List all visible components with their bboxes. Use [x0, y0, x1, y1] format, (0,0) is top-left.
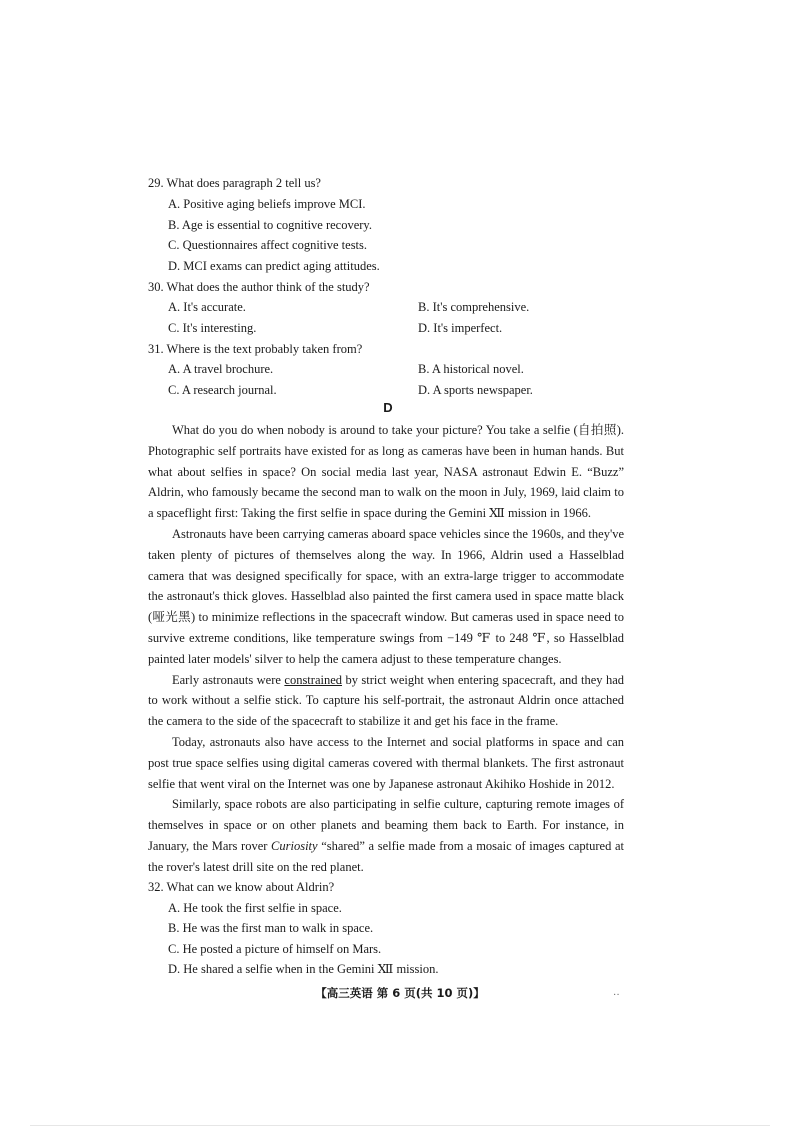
scan-mark: ··: [613, 990, 620, 1001]
q31-option-a: A. A travel brochure.: [168, 362, 274, 376]
paragraph-3-text-start: Early astronauts were: [172, 672, 285, 687]
reading-passage: [148, 420, 624, 878]
passage-paragraph-2: Astronauts have been carrying cameras aboard space vehicles since the 1960s, and they've taken plenty of pictures of themselves along the way. In 1966, Aldrin used a Hasselblad camera that was designed specifically for space, with an extra-large trigger to accommodate the astronaut's thick gloves. Hasselblad also painted the first camera used in space matte black (哑光黑) to minimize reflections in the spacecraft window. But cameras used in space need to survive extreme conditions, like temperature swings from −149 ℉ to 248 ℉, so Hasselblad painted later models' silver to help the camera adjust to these temperature changes.: [148, 526, 624, 666]
passage-paragraph-4: Today, astronauts also have access to the Internet and social platforms in space and can post true space selfies using digital cameras covered with thermal blankets. The first astronaut selfie that went viral on the Internet was one by Japanese astronaut Akihiko Hoshide in 2012.: [148, 734, 624, 791]
q32-stem: 32. What can we know about Aldrin?: [148, 880, 335, 894]
q31-option-c: C. A research journal.: [168, 383, 277, 397]
q29-option-a: A. Positive aging beliefs improve MCI.: [168, 197, 366, 211]
underlined-word: constrained: [284, 672, 343, 687]
q32-option-c: C. He posted a picture of himself on Mars.: [168, 942, 382, 956]
q29-option-c: C. Questionnaires affect cognitive tests.: [168, 238, 368, 252]
q29-stem: 29. What does paragraph 2 tell us?: [148, 176, 321, 190]
q32-option-a: A. He took the first selfie in space.: [168, 901, 342, 915]
q30-option-d: D. It's imperfect.: [418, 321, 503, 335]
q32-option-b: B. He was the first man to walk in space.: [168, 921, 374, 935]
scan-edge-divider: [30, 1125, 770, 1126]
q32-option-d: D. He shared a selfie when in the Gemini Ⅻ mission.: [168, 962, 439, 976]
paragraph-3-text-end: by strict weight when entering spacecraft, and they had to work without a selfie stick. To capture his self-portrait, the astronaut Aldrin once attached the camera to the side of the spacecraft to stabilize it and get his face in the frame.: [148, 672, 624, 729]
q30-option-c: C. It's interesting.: [168, 321, 257, 335]
rover-name: Curiosity: [271, 838, 318, 853]
q30-stem: 30. What does the author think of the study?: [148, 280, 370, 294]
q29-option-d: D. MCI exams can predict aging attitudes.: [168, 259, 380, 273]
q31-stem: 31. Where is the text probably taken from?: [148, 342, 363, 356]
section-heading: D: [383, 400, 393, 415]
passage-paragraph-3: [148, 670, 624, 732]
passage-paragraph-5: [148, 794, 624, 877]
passage-paragraph-1: What do you do when nobody is around to take your picture? You take a selfie (自拍照). Photographic self portraits have existed for as long as cameras have been in human hands. But what about selfies in space? On social media last year, NASA astronaut Edwin E. “Buzz” Aldrin, who famously became the second man to walk on the moon in July, 1969, laid claim to a spaceflight first: Taking the first selfie in space during the Gemini Ⅻ mission in 1966.: [148, 423, 624, 521]
q31-option-d: D. A sports newspaper.: [418, 383, 533, 397]
paragraph-5-text-start: Similarly, space robots are also participating in selfie culture, capturing remote images of themselves in space or on other planets and beaming them back to Earth. For instance, in January, the Mars rover: [148, 797, 624, 853]
q30-option-b: B. It's comprehensive.: [418, 300, 530, 314]
q29-option-b: B. Age is essential to cognitive recovery.: [168, 218, 372, 232]
q30-option-a: A. It's accurate.: [168, 300, 246, 314]
q31-option-b: B. A historical novel.: [418, 362, 524, 376]
paragraph-5-text-end: “shared” a selfie made from a mosaic of images captured at the rover's latest drill site on the red planet.: [148, 838, 624, 874]
page-footer: 【高三英语 第 6 页(共 10 页)】: [315, 986, 485, 1000]
